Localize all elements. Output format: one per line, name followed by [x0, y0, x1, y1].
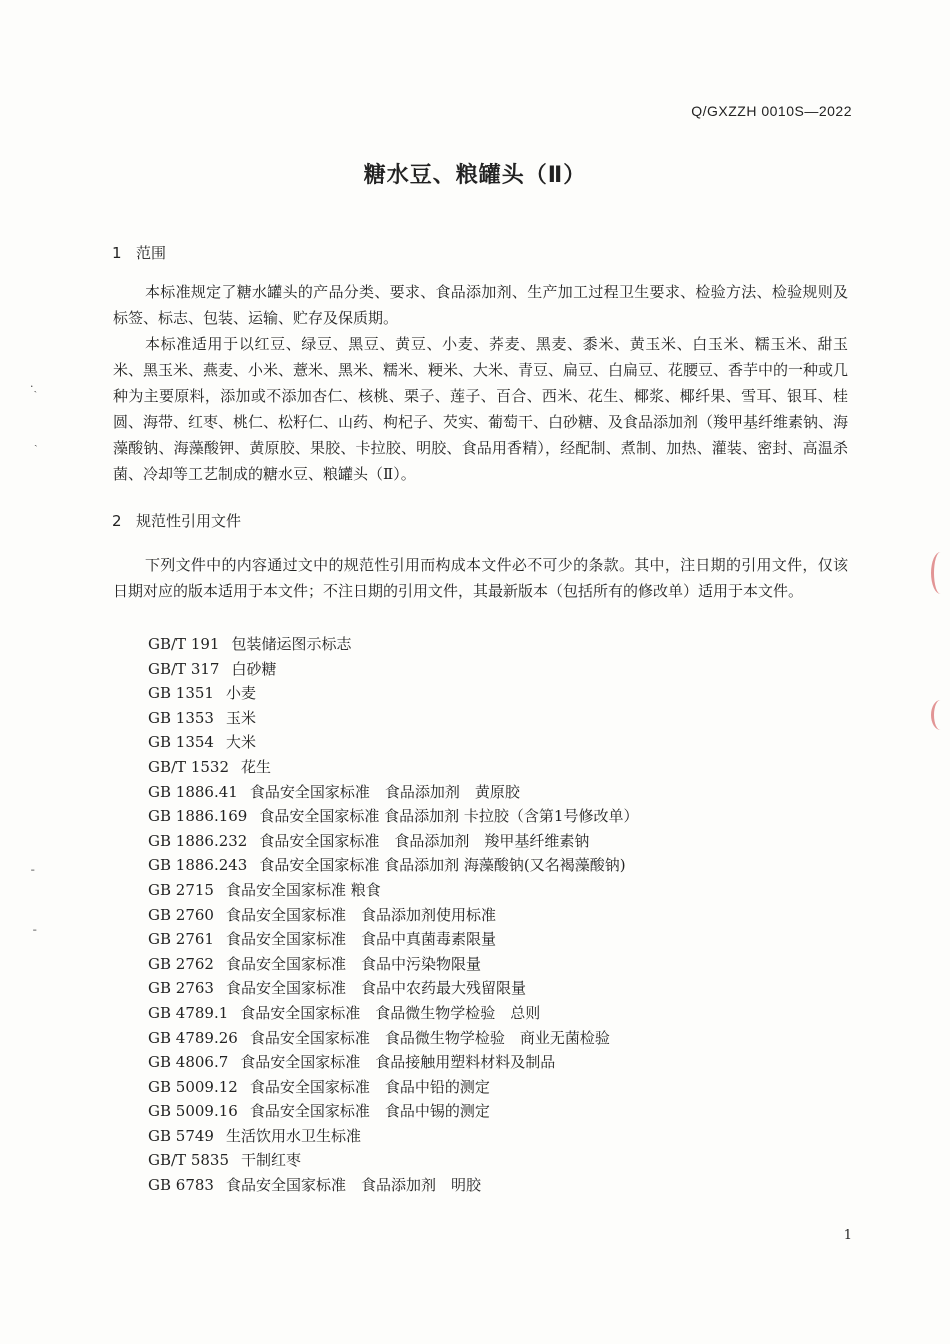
reference-code: GB 1351 [148, 684, 214, 703]
reference-item [148, 681, 848, 706]
scan-mark: ˉ [32, 928, 38, 941]
reference-item [148, 853, 848, 878]
reference-title: 食品安全国家标准 食品微生物学检验 总则 [240, 1003, 541, 1022]
reference-item [148, 878, 848, 903]
seal-stamp-edge [931, 700, 950, 730]
reference-code: GB 4789.26 [148, 1028, 238, 1047]
reference-item [148, 657, 848, 682]
section-number: 1 [112, 244, 122, 262]
reference-title: 食品安全国家标准 食品添加剂 卡拉胶（含第1号修改单） [259, 807, 639, 826]
reference-code: GB 2763 [148, 979, 214, 998]
paragraph: 下列文件中的内容通过文中的规范性引用而构成本文件必不可少的条款。其中，注日期的引用文件，仅该日期对应的版本适用于本文件；不注日期的引用文件，其最新版本（包括所有的修改单）适用于本文件。 [113, 556, 848, 600]
reference-title: 大米 [225, 733, 256, 752]
paragraph: 本标准适用于以红豆、绿豆、黑豆、黄豆、小麦、荞麦、黑麦、黍米、黄玉米、白玉米、糯玉米、甜玉米、黑玉米、燕麦、小米、薏米、黑米、糯米、粳米、大米、青豆、扁豆、白扁豆、花腰豆、香芋中的一种或几种为主要原料，添加或不添加杏仁、核桃、栗子、莲子、百合、西米、花生、椰浆、椰纤果、雪耳、银耳、桂圆、海带、红枣、桃仁、松籽仁、山药、枸杞子、芡实、葡萄干、白砂糖、及食品添加剂（羧甲基纤维素钠、海藻酸钠、海藻酸钾、黄原胶、果胶、卡拉胶、明胶、食品用香精），经配制、煮制、加热、灌装、密封、高温杀菌、冷却等工艺制成的糖水豆、粮罐头（Ⅱ）。 [113, 335, 849, 483]
reference-title: 生活饮用水卫生标准 [225, 1126, 361, 1145]
reference-code: GB 2762 [148, 954, 214, 973]
reference-code: GB 1886.169 [148, 807, 248, 826]
reference-title: 花生 [241, 757, 272, 776]
reference-title: 包装储运图示标志 [231, 635, 352, 653]
reference-item [148, 1026, 848, 1051]
reference-item [148, 952, 848, 977]
reference-title: 食品安全国家标准 食品中铅的测定 [249, 1077, 490, 1096]
reference-title: 食品安全国家标准 粮食 [225, 880, 381, 899]
reference-title: 食品安全国家标准 食品中锡的测定 [249, 1102, 490, 1121]
reference-title: 食品安全国家标准 食品中农药最大残留限量 [225, 979, 526, 998]
section-heading-scope [112, 242, 166, 263]
reference-code: GB 4806.7 [148, 1053, 229, 1072]
reference-code: GB 4789.1 [148, 1003, 229, 1022]
reference-code: GB 6783 [148, 1176, 214, 1195]
reference-code: GB 5009.16 [148, 1102, 238, 1121]
seal-stamp-edge [931, 552, 950, 594]
reference-item [148, 730, 848, 755]
reference-item [148, 829, 848, 854]
reference-item [148, 903, 848, 928]
reference-title: 食品安全国家标准 食品添加剂 羧甲基纤维素钠 [259, 831, 590, 850]
reference-title: 干制红枣 [241, 1151, 302, 1170]
reference-code: GB 1886.41 [148, 782, 238, 801]
reference-code: GB 5749 [148, 1126, 214, 1145]
reference-item [148, 1075, 848, 1100]
reference-code: GB/T 317 [148, 659, 220, 678]
reference-item [148, 780, 848, 805]
reference-item [148, 755, 848, 780]
reference-item [148, 1050, 848, 1075]
reference-title: 食品安全国家标准 食品中真菌毒素限量 [225, 930, 496, 949]
reference-list [148, 632, 848, 1198]
reference-item [148, 1173, 848, 1198]
reference-title: 食品安全国家标准 食品接触用塑料材料及制品 [240, 1053, 556, 1072]
reference-code: GB/T 5835 [148, 1151, 230, 1170]
standard-code: Q/GXZZH 0010S—2022 [691, 103, 852, 119]
reference-code: GB 5009.12 [148, 1077, 238, 1096]
reference-title: 白砂糖 [231, 659, 277, 678]
reference-code: GB 2760 [148, 905, 214, 924]
reference-item [148, 976, 848, 1001]
reference-item [148, 1148, 848, 1173]
reference-title: 玉米 [225, 708, 256, 727]
reference-title: 食品安全国家标准 食品添加剂使用标准 [225, 905, 496, 924]
scan-mark: ˉ [30, 868, 36, 881]
scan-mark: ˏ [34, 434, 38, 447]
reference-code: GB 1886.232 [148, 831, 248, 850]
document-title: 糖水豆、粮罐头（Ⅱ） [363, 163, 587, 188]
reference-title: 食品安全国家标准 食品添加剂 海藻酸钠(又名褐藻酸钠) [259, 856, 626, 875]
reference-code: GB 2715 [148, 880, 214, 899]
reference-code: GB 2761 [148, 930, 214, 949]
reference-item [148, 706, 848, 731]
reference-title: 食品安全国家标准 食品添加剂 黄原胶 [249, 782, 520, 801]
section-title: 规范性引用文件 [136, 512, 242, 530]
reference-item [148, 1124, 848, 1149]
reference-title: 食品安全国家标准 食品微生物学检验 商业无菌检验 [249, 1028, 610, 1047]
reference-code: GB/T 1532 [148, 757, 230, 776]
reference-item [148, 1001, 848, 1026]
reference-code: GB/T 191 [148, 635, 220, 653]
reference-code: GB 1886.243 [148, 856, 248, 875]
section-number: 2 [112, 512, 122, 530]
reference-code: GB 1353 [148, 708, 214, 727]
reference-item [148, 1099, 848, 1124]
reference-title: 小麦 [225, 684, 256, 703]
reference-code: GB 1354 [148, 733, 214, 752]
reference-item [148, 632, 848, 657]
paragraph: 本标准规定了糖水罐头的产品分类、要求、食品添加剂、生产加工过程卫生要求、检验方法、检验规则及标签、标志、包装、运输、贮存及保质期。 [113, 283, 848, 327]
reference-title: 食品安全国家标准 食品添加剂 明胶 [225, 1176, 481, 1195]
section-heading-normative-references [112, 510, 241, 531]
scan-mark: ·ˎ [30, 380, 38, 393]
reference-title: 食品安全国家标准 食品中污染物限量 [225, 954, 481, 973]
page-number: 1 [843, 1228, 852, 1243]
reference-item [148, 804, 848, 829]
reference-item [148, 927, 848, 952]
section-title: 范围 [136, 244, 167, 262]
